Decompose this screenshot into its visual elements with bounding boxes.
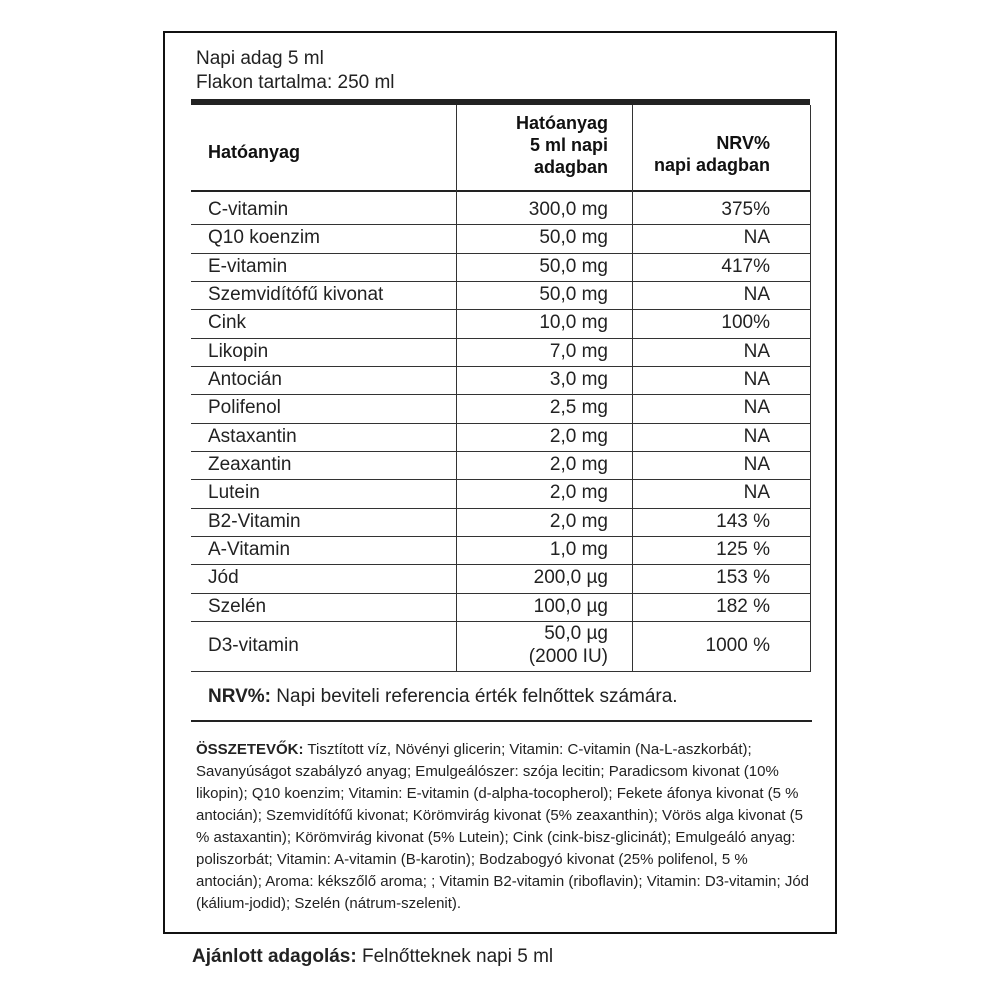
table-top-rule	[191, 99, 810, 105]
table-right-border	[810, 105, 811, 671]
ingredient-name: B2-Vitamin	[208, 510, 301, 532]
ingredient-name: D3-vitamin	[208, 634, 299, 656]
row-divider	[191, 508, 811, 509]
ingredient-name: Lutein	[208, 482, 260, 504]
ingredient-nrv: NA	[743, 397, 770, 419]
ingredient-name: E-vitamin	[208, 255, 288, 277]
serving-info	[196, 47, 395, 95]
ingredients-label: ÖSSZETEVŐK:	[196, 741, 304, 758]
header-ingredient: Hatóanyag	[208, 142, 301, 162]
ingredients-top-rule	[191, 720, 812, 722]
ingredients-text: Tisztított víz, Növényi glicerin; Vitamin: C-vitamin (Na-L-aszkorbát); Savanyúságot szabályzó anyag; Emulgeálószer: szója lecitin; Paradicsom kivonat (10% likopin); Q10 koenzim; Vitamin: E-vitamin (d-alpha-tocopherol); Fekete áfonya kivonat (5 % antocián); Szemvidítófű kivonat; Körömvirág kivonat (5% zeaxanthin); Vörös alga kivonat (5 % astaxantin); Körömvirág kivonat (5% Lutein); Cink (cink-bisz-glicinát); Emulgeáló anyag: poliszorbát; Vitamin: A-vitamin (B-karotin); Bodzabogyó kivonat (25% polifenol, 5 % antocián); Aroma: kékszőlő aroma; ; Vitamin B2-vitamin (riboflavin); Vitamin: D3-vitamin; Jód (kálium-jodid); Szelén (nátrum-szelenit).	[196, 741, 810, 912]
ingredient-amount: 2,0 mg	[549, 454, 608, 476]
row-divider	[191, 394, 811, 395]
header-amount-line2: 5 ml napi	[529, 135, 608, 155]
ingredient-nrv: NA	[743, 340, 770, 362]
bottle-content-text: Flakon tartalma: 250 ml	[196, 72, 395, 93]
ingredient-nrv: 153 %	[716, 567, 770, 589]
ingredient-nrv: 417%	[721, 255, 770, 277]
row-divider	[191, 451, 811, 452]
recommended-dosage	[192, 946, 553, 968]
ingredient-nrv: NA	[743, 482, 770, 504]
ingredient-nrv: 125 %	[716, 539, 770, 561]
ingredient-amount: 2,0 mg	[549, 482, 608, 504]
ingredient-nrv: NA	[743, 454, 770, 476]
header-bottom-rule	[191, 190, 810, 192]
ingredient-nrv: 143 %	[716, 510, 770, 532]
ingredient-amount: 50,0 mg	[539, 227, 608, 249]
ingredient-name: A-Vitamin	[208, 539, 291, 561]
row-divider	[191, 338, 811, 339]
row-divider	[191, 423, 811, 424]
ingredient-name: Jód	[208, 567, 239, 589]
row-divider	[191, 224, 811, 225]
header-nrv-line2: napi adagban	[653, 155, 770, 175]
row-divider	[191, 593, 811, 594]
row-divider	[191, 253, 811, 254]
ingredient-amount: 2,0 mg	[549, 425, 608, 447]
ingredient-nrv: NA	[743, 227, 770, 249]
row-divider	[191, 564, 811, 565]
ingredient-name: Q10 koenzim	[208, 227, 320, 249]
row-divider	[191, 479, 811, 480]
ingredient-amount: 2,5 mg	[549, 397, 608, 419]
row-divider	[191, 281, 811, 282]
ingredient-amount: 200,0 µg	[533, 567, 608, 589]
ingredient-amount: 50,0 mg	[539, 255, 608, 277]
dosage-label: Ajánlott adagolás:	[192, 946, 357, 967]
ingredient-nrv: 100%	[721, 312, 770, 334]
header-amount-line3: adagban	[533, 157, 608, 177]
ingredient-amount: 300,0 mg	[528, 199, 608, 221]
ingredient-name: Cink	[208, 312, 247, 334]
row-divider	[191, 536, 811, 537]
ingredient-name: Antocián	[208, 369, 282, 391]
ingredient-name: Polifenol	[208, 397, 281, 419]
row-divider	[191, 366, 811, 367]
ingredient-amount: 10,0 mg	[539, 312, 608, 334]
ingredient-nrv: NA	[743, 369, 770, 391]
ingredient-amount: 100,0 µg	[533, 595, 608, 617]
header-amount	[458, 112, 608, 178]
ingredients-block	[196, 739, 816, 915]
ingredient-amount: 50,0 mg	[539, 284, 608, 306]
ingredient-name: Szelén	[208, 595, 267, 617]
ingredient-amount-extra: (2000 IU)	[528, 645, 608, 667]
daily-dose-text: Napi adag 5 ml	[196, 48, 324, 69]
dosage-text: Felnőtteknek napi 5 ml	[356, 946, 554, 967]
table-bottom-rule	[191, 671, 811, 672]
nrv-note-text: Napi beviteli referencia érték felnőttek számára.	[271, 686, 678, 707]
ingredient-nrv: 375%	[721, 199, 770, 221]
ingredient-amount: 1,0 mg	[549, 539, 608, 561]
ingredient-name: Likopin	[208, 340, 269, 362]
nrv-note	[208, 686, 678, 708]
ingredient-nrv: NA	[743, 284, 770, 306]
ingredient-name: Astaxantin	[208, 425, 297, 447]
ingredient-name: Szemvidítófű kivonat	[208, 284, 384, 306]
ingredient-amount: 50,0 µg	[544, 622, 608, 644]
ingredient-name: C-vitamin	[208, 199, 289, 221]
nrv-note-label: NRV%:	[208, 686, 271, 707]
header-nrv-line1: NRV%	[716, 133, 770, 153]
ingredient-amount: 2,0 mg	[549, 510, 608, 532]
ingredient-name: Zeaxantin	[208, 454, 292, 476]
ingredient-nrv: NA	[743, 425, 770, 447]
ingredient-amount: 7,0 mg	[549, 340, 608, 362]
ingredient-nrv: 182 %	[716, 595, 770, 617]
ingredient-amount: 3,0 mg	[549, 369, 608, 391]
header-nrv	[634, 132, 770, 176]
ingredient-nrv: 1000 %	[705, 634, 770, 656]
header-amount-line1: Hatóanyag	[515, 113, 608, 133]
row-divider	[191, 309, 811, 310]
